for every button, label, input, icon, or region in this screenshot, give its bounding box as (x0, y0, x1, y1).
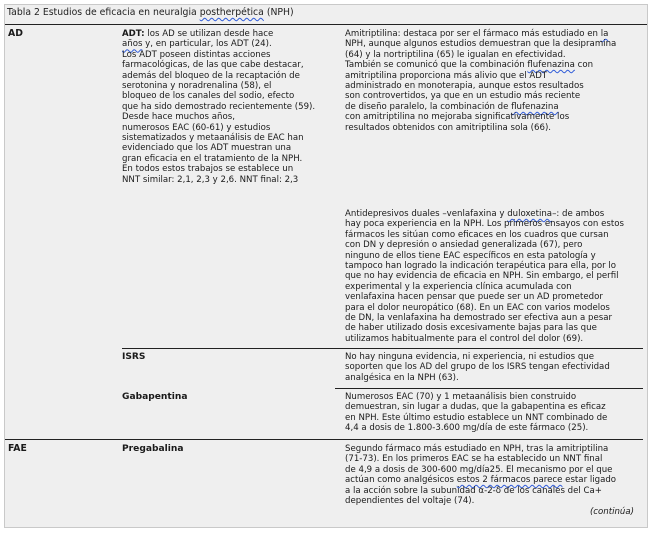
pregabalina-cell (345, 444, 643, 506)
adt-line-9: numerosos EAC (60-61) y estudios (122, 122, 271, 133)
rule-fae (5, 439, 643, 440)
adt-line-5: serotonina y noradrenalina (58), el (122, 81, 272, 92)
dual-line-5: tampoco han logrado la indicación terapéutica para ella, por lo (345, 261, 617, 272)
preg-line-4: a la acción sobre la subunidad α-2-δ de los canales del Ca+ (345, 485, 602, 496)
gaba-line-1: demuestran, sin lugar a dudas, que la gabapentina es eficaz (345, 402, 606, 413)
adt-line-12: gran eficacia en el tratamiento de la NPH. (122, 153, 303, 164)
adt-line-4: además del bloqueo de la recaptación de (122, 70, 300, 81)
duales-cell (345, 209, 643, 344)
adt-line-0: ADT: los AD se utilizan desde hace (122, 29, 274, 39)
ami-line-7: de diseño paralelo, la combinación de flufenazina (345, 101, 559, 112)
dual-line-6: que no hay evidencia de eficacia en NPH. Sin embargo, el perfil (345, 271, 619, 282)
dual-line-3: con DN y depresión o ansiedad generalizada (67), pero (345, 240, 583, 251)
gabapentina-label: Gabapentina (122, 392, 188, 402)
gaba-line-2: en NPH. Este último estudio establece un NNT combinado de (345, 412, 608, 423)
preg-line-3: actúan como analgésicos estos 2 fármacos parece estar ligado (345, 475, 617, 486)
adt-line-14: NNT similar: 2,1, 2,3 y 2,6. NNT final: 2,3 (122, 174, 299, 185)
category-fae: FAE (8, 443, 27, 454)
adt-line-11: evidenciado que los ADT muestran una (122, 143, 292, 154)
rule-isrs (122, 348, 643, 349)
amitriptilina-cell (345, 29, 643, 133)
adt-line-6: bloqueo de los canales del sodio, efecto (122, 91, 295, 102)
adt-line-13: En todos estos trabajos se establece un (122, 164, 294, 175)
ami-line-2: (64) y la nortriptilina (65) le igualan en efectividad. (345, 49, 566, 60)
adt-cell (122, 29, 332, 185)
gabapentina-cell (345, 392, 643, 434)
dual-line-11: de haber utilizado dosis excesivamente bajas para las que (345, 323, 597, 334)
preg-line-5: dependientes del voltaje (74). (345, 496, 475, 507)
dual-line-10: de DN, la venlafaxina ha demostrado ser efectiva aun a pesar (345, 313, 613, 324)
adt-line-3: farmacológicas, de las que cabe destacar, (122, 60, 304, 71)
ami-line-6: son controvertidos, ya que en un estudio más reciente (345, 91, 581, 102)
dual-line-8: venlafaxina hacen pensar que puede ser un AD prometedor (345, 292, 603, 303)
ami-line-0: Amitriptilina: destaca por ser el fármaco más estudiado en la (345, 29, 609, 39)
adt-line-10: sistematizados y metaanálisis de EAC han (122, 133, 304, 144)
adt-label: ADT: (122, 29, 145, 39)
adt-line-8: Desde hace muchos años, (122, 112, 235, 123)
gaba-line-3: 4,4 a dosis de 1.800-3.600 mg/día de este fármaco (25). (345, 423, 589, 434)
dual-line-1: hay poca experiencia en la NPH. Los primeros ensayos con estos (345, 219, 624, 230)
ami-line-1: NPH, aunque algunos estudios demuestran que la desipramina (345, 39, 617, 50)
category-ad: AD (8, 28, 23, 39)
ami-line-3: También se comunicó que la combinación flufenazina con (345, 60, 594, 71)
preg-line-0: Segundo fármaco más estudiado en NPH, tras la amitriptilina (345, 444, 609, 454)
rule-gabapentina (335, 388, 643, 389)
isrs-line-1: soporten que los AD del grupo de los ISRS tengan efectividad (345, 362, 610, 373)
dual-line-4: ninguno de ellos tiene EAC específicos en esta patología y (345, 250, 596, 261)
dual-line-12: utilizamos habitualmente para el control del dolor (69). (345, 333, 584, 344)
ami-line-5: administrado en monoterapia, aunque estos resultados (345, 81, 584, 92)
adt-line-1-word: años (122, 39, 143, 50)
ami-line-8: con amitriptilina no mejoraba significativamente los (345, 112, 570, 123)
title-misspelled-word: postherpética (199, 7, 264, 18)
gaba-line-0: Numerosos EAC (70) y 1 metaanálisis bien construido (345, 392, 577, 402)
isrs-line-0: No hay ninguna evidencia, ni experiencia, ni estudios que (345, 352, 595, 362)
preg-line-2: de 4,9 a dosis de 300-600 mg/día25. El mecanismo por el que (345, 464, 613, 475)
adt-line-7: que ha sido demostrado recientemente (59). (122, 101, 316, 112)
isrs-label: ISRS (122, 352, 146, 362)
continued-note: (continúa) (589, 507, 634, 517)
pregabalina-label: Pregabalina (122, 444, 184, 454)
dual-line-2: fármacos les sitúan como eficaces en los cuadros que cursan (345, 229, 609, 240)
table-title: Tabla 2 Estudios de eficacia en neuralgia postherpética (NPH) (7, 7, 294, 18)
isrs-cell (345, 352, 643, 383)
dual-line-9: para el dolor neuropático (68). En un EAC con varios modelos (345, 302, 610, 313)
dual-line-0: Antidepresivos duales –venlafaxina y duloxetina–: de ambos (345, 209, 605, 219)
adt-line-1: años y, en particular, los ADT (24). (122, 39, 272, 50)
dual-line-7: experimental y la experiencia clínica acumulada con (345, 281, 572, 292)
isrs-line-2: analgésica en la NPH (63). (345, 372, 459, 383)
ami-line-9: resultados obtenidos con amitriptilina sola (66). (345, 122, 552, 133)
ami-line-4: amitriptilina proporciona más alivio que el ADT (345, 70, 548, 81)
title-rule (5, 24, 647, 25)
adt-line-2: Los ADT poseen distintas acciones (122, 49, 271, 60)
preg-line-1: (71-73). En los primeros EAC se ha establecido un NNT final (345, 454, 603, 465)
